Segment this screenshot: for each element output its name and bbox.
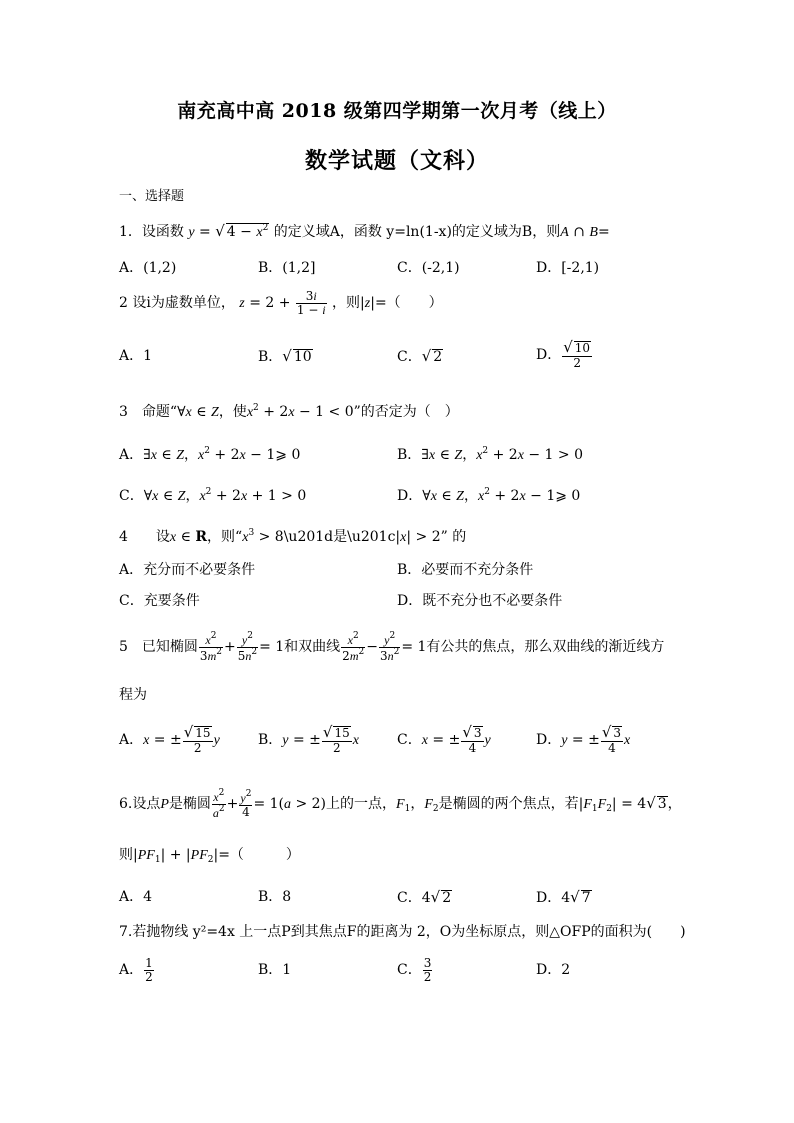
q7-option-d: D．2 <box>536 962 571 978</box>
q5-option-a: A．x = ± $\frac{√ 15}{2}$ y <box>119 723 220 756</box>
question-7-stem: 7.若抛物线 y²=4x 上一点P到其焦点F的距离为 2，O为坐标原点，则△OFP的面积为( ) <box>119 924 686 940</box>
q1-intersection: A ∩ B <box>560 224 598 240</box>
q6-mid3: 是椭圆的两个焦点，若 <box>438 796 579 812</box>
q2-option-d: D． $\frac{√ 10}{2}$ <box>536 338 591 371</box>
q5-stem-line2: 程为 <box>119 687 147 703</box>
q3-quantifier: ∀x ∈ Z <box>177 404 219 420</box>
q1-option-a: A．(1,2) <box>119 260 177 276</box>
q3-end: ”的否定为（ ） <box>353 404 459 420</box>
question-2-stem <box>119 285 443 322</box>
q4-prefix: 4 设 <box>119 529 170 545</box>
q7-option-b: B．1 <box>258 962 292 978</box>
q6-option-b: B．8 <box>258 889 292 905</box>
q2-end: =（ ） <box>374 295 443 311</box>
q5-end: 有公共的焦点，那么双曲线的渐近线方 <box>426 639 665 655</box>
q5-hyperbola: $\frac{x^2}{2m^2}$ − $\frac{y^2}{3n^2}$ = 1 <box>342 630 427 663</box>
q6-distance: $|F_1F_2| = 4√$ 3 <box>578 794 667 814</box>
q4-option-a: A．充分而不必要条件 <box>119 562 256 578</box>
q6-foci: $F_1$，$F_2$ <box>396 796 439 814</box>
q5-mid: 和双曲线 <box>284 639 341 655</box>
q1-option-d: D．[-2,1) <box>536 260 600 276</box>
q2-formula: z = 2 + $\frac{3i}{1 - i}$ <box>239 288 326 317</box>
q4-end: ” 的 <box>440 529 467 545</box>
q3-inequality: $x^2 + 2x - 1 < 0$ <box>246 403 354 420</box>
q1-option-b: B．(1,2] <box>258 260 316 276</box>
q1-option-c: C．(-2,1) <box>397 260 460 276</box>
q4-option-d: D．既不充分也不必要条件 <box>397 593 563 609</box>
q5-option-d: D．y = ± $\frac{√ 3}{4}$ x <box>536 723 631 756</box>
q7-option-c: C． $\frac{3}{2}$ <box>397 955 432 984</box>
section-heading: 一、选择题 <box>119 189 185 204</box>
q5-prefix: 5 已知椭圆 <box>119 639 198 655</box>
q3-mid: ，使 <box>218 404 247 420</box>
q4-conditions: $x^3$ > 8\u201d是\u201c|x| > 2 <box>242 528 441 545</box>
q6-option-d: D．4√ 7 <box>536 888 591 906</box>
q2-option-a: A．1 <box>119 348 153 364</box>
q7-option-a: A． $\frac{1}{2}$ <box>119 955 153 984</box>
q3-prefix: 3 命题“ <box>119 404 178 420</box>
q5-option-b: B．y = ± $\frac{√ 15}{2}$ x <box>258 723 359 756</box>
q6-mid: 是椭圆 <box>168 796 211 812</box>
q2-prefix: 2 设i为虚数单位， <box>119 295 235 311</box>
question-5-stem <box>119 627 664 667</box>
q1-prefix: 1．设函数 <box>119 224 184 240</box>
q4-set: x ∈ R <box>169 529 208 545</box>
q1-formula: y = √ $4 - x^2$ <box>188 222 269 240</box>
q3-option-b: B．∃x ∈ Z，$x^2 + 2x - 1 > 0$ <box>397 446 583 463</box>
q5-option-c: C．x = ± $\frac{√ 3}{4}$ y <box>397 723 491 756</box>
question-6-stem: 6.设点P是椭圆 $\frac{x^2}{a^2}$ + $\frac{y^2}{4}$ = 1(a > 2)上的一点，$F_1$，$F_2$是椭圆的两个焦点，若$|F_1F_2| = 4√$ 3， <box>119 787 682 820</box>
q2-mid: ，则 <box>332 295 361 311</box>
q2-option-b: B．√ 10 <box>258 347 312 365</box>
q6-option-a: A．4 <box>119 889 153 905</box>
q4-option-c: C．充要条件 <box>119 593 200 609</box>
exam-title: 南充高中高 2018 级第四学期第一次月考（线上） <box>177 100 617 122</box>
q6-end: ， <box>667 796 682 812</box>
q1-end: = <box>597 224 610 240</box>
q3-option-a: A．∃x ∈ Z，$x^2 + 2x$ − 1⩾ 0 <box>119 446 301 463</box>
q3-option-d: D．∀x ∈ Z，$x^2 + 2x$ − 1⩾ 0 <box>397 487 581 504</box>
q6-stem-line2: 则$|PF_1| + |PF_2|=$（ ） <box>119 847 300 865</box>
exam-subtitle: 数学试题（文科） <box>304 148 489 174</box>
q6-ellipse: $\frac{x^2}{a^2}$ + $\frac{y^2}{4}$ = 1(a > 2) <box>212 787 327 820</box>
q6-sum: $|PF_1| + |PF_2|$ <box>133 847 219 865</box>
q2-abs: |z| <box>360 295 375 311</box>
q3-option-c: C．∀x ∈ Z，$x^2 + 2x + 1 > 0$ <box>119 487 307 504</box>
q2-option-c: C．√ 2 <box>397 347 443 365</box>
q5-ellipse: $\frac{x^2}{3m^2}$ + $\frac{y^2}{5n^2}$ = 1 <box>199 630 285 663</box>
question-1-stem <box>119 221 610 243</box>
question-3-stem <box>119 398 459 423</box>
q6-option-c: C．4√ 2 <box>397 888 452 906</box>
q4-option-b: B．必要而不充分条件 <box>397 562 534 578</box>
q6-mid2: 上的一点， <box>326 796 397 812</box>
q1-mid: 的定义域A，函数 y=ln(1-x)的定义域为B，则 <box>273 224 561 240</box>
question-4-stem <box>119 523 466 548</box>
q4-mid: ，则“ <box>207 529 243 545</box>
q6-prefix: 6.设点 <box>119 796 161 812</box>
